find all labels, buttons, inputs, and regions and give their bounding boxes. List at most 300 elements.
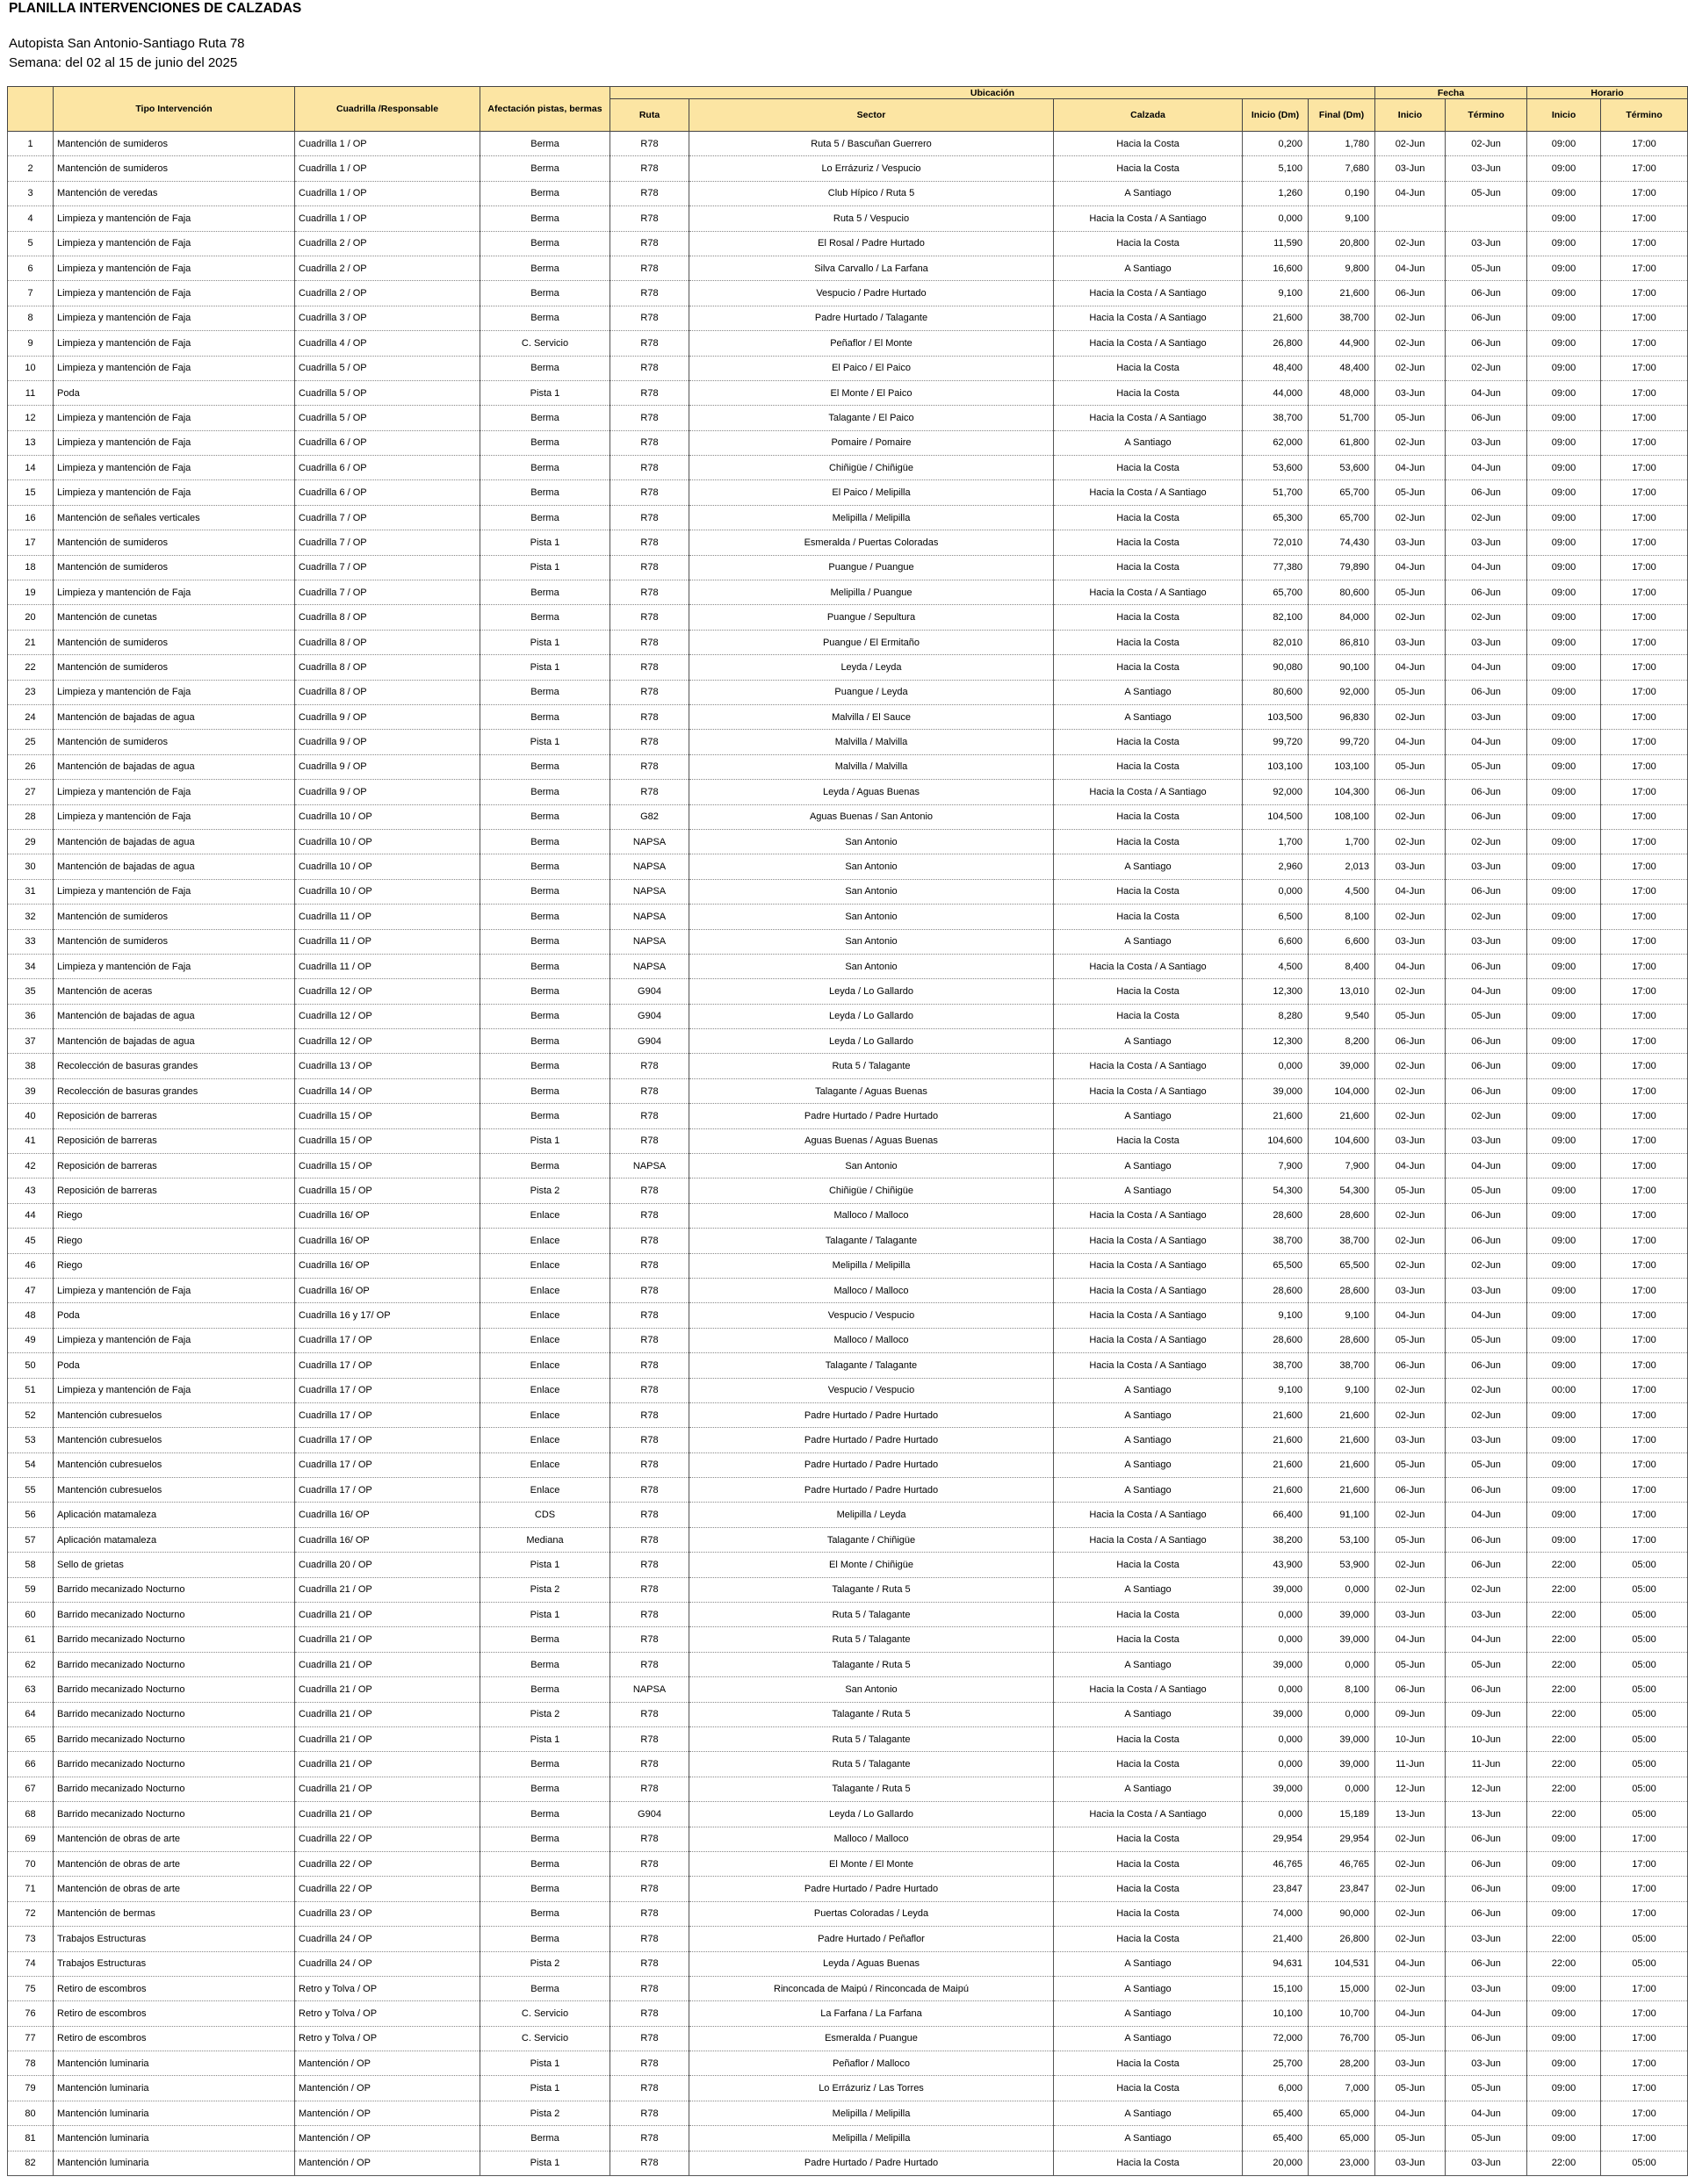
- hora-inicio-cell: 09:00: [1527, 754, 1601, 779]
- final-dm-cell: 80,600: [1309, 580, 1375, 605]
- sector-cell: El Paico / Melipilla: [689, 480, 1054, 505]
- fecha-inicio-cell: 02-Jun: [1375, 1203, 1446, 1228]
- fecha-inicio-cell: 04-Jun: [1375, 2001, 1446, 2026]
- calzada-cell: A Santiago: [1054, 1452, 1243, 1477]
- fecha-termino-cell: 06-Jun: [1446, 2026, 1527, 2051]
- calzada-cell: Hacia la Costa / A Santiago: [1054, 1278, 1243, 1302]
- ruta-cell: R78: [610, 2151, 689, 2175]
- final-dm-cell: 99,720: [1309, 730, 1375, 754]
- col-header-fecha-inicio: Inicio: [1375, 99, 1446, 132]
- fecha-termino-cell: 03-Jun: [1446, 2051, 1527, 2076]
- cuadrilla-cell: Cuadrilla 21 / OP: [295, 1752, 480, 1777]
- sector-cell: Esmeralda / Puertas Coloradas: [689, 530, 1054, 555]
- afectacion-cell: Pista 1: [480, 655, 610, 680]
- hora-inicio-cell: 22:00: [1527, 1951, 1601, 1976]
- hora-inicio-cell: 09:00: [1527, 2001, 1601, 2026]
- afectacion-cell: CDS: [480, 1503, 610, 1527]
- cuadrilla-cell: Cuadrilla 11 / OP: [295, 929, 480, 954]
- row-number: 82: [8, 2151, 54, 2175]
- sector-cell: Vespucio / Padre Hurtado: [689, 281, 1054, 306]
- calzada-cell: Hacia la Costa / A Santiago: [1054, 206, 1243, 231]
- col-header-tipo: Tipo Intervención: [54, 87, 295, 132]
- inicio-dm-cell: 6,000: [1243, 2076, 1309, 2101]
- calzada-cell: Hacia la Costa: [1054, 356, 1243, 380]
- fecha-termino-cell: 02-Jun: [1446, 505, 1527, 530]
- ruta-cell: R78: [610, 2101, 689, 2125]
- sector-cell: Chiñigüe / Chiñigüe: [689, 1178, 1054, 1203]
- tipo-cell: Limpieza y mantención de Faja: [54, 306, 295, 330]
- final-dm-cell: 103,100: [1309, 754, 1375, 779]
- table-row: [8, 1303, 1688, 1328]
- inicio-dm-cell: 77,380: [1243, 555, 1309, 580]
- fecha-inicio-cell: 06-Jun: [1375, 780, 1446, 804]
- afectacion-cell: Berma: [480, 1827, 610, 1851]
- hora-inicio-cell: 09:00: [1527, 1078, 1601, 1103]
- tipo-cell: Limpieza y mantención de Faja: [54, 430, 295, 455]
- afectacion-cell: Pista 1: [480, 630, 610, 654]
- fecha-termino-cell: 06-Jun: [1446, 1229, 1527, 1253]
- inicio-dm-cell: 72,000: [1243, 2026, 1309, 2051]
- tipo-cell: Mantención de sumideros: [54, 929, 295, 954]
- hora-termino-cell: 17:00: [1601, 954, 1688, 978]
- ruta-cell: R78: [610, 1229, 689, 1253]
- fecha-termino-cell: 02-Jun: [1446, 1402, 1527, 1427]
- row-number: 59: [8, 1577, 54, 1602]
- ruta-cell: R78: [610, 206, 689, 231]
- fecha-inicio-cell: 02-Jun: [1375, 1851, 1446, 1876]
- row-number: 76: [8, 2001, 54, 2026]
- hora-termino-cell: 05:00: [1601, 1553, 1688, 1577]
- fecha-inicio-cell: 02-Jun: [1375, 356, 1446, 380]
- ruta-cell: NAPSA: [610, 854, 689, 879]
- fecha-termino-cell: 05-Jun: [1446, 754, 1527, 779]
- final-dm-cell: 0,000: [1309, 1577, 1375, 1602]
- inicio-dm-cell: 12,300: [1243, 979, 1309, 1004]
- calzada-cell: A Santiago: [1054, 2001, 1243, 2026]
- table-row: [8, 1527, 1688, 1552]
- tipo-cell: Mantención de cunetas: [54, 605, 295, 630]
- final-dm-cell: 53,600: [1309, 456, 1375, 480]
- afectacion-cell: Pista 1: [480, 2051, 610, 2076]
- final-dm-cell: 65,000: [1309, 2101, 1375, 2125]
- inicio-dm-cell: 65,300: [1243, 505, 1309, 530]
- hora-inicio-cell: 09:00: [1527, 655, 1601, 680]
- calzada-cell: A Santiago: [1054, 1702, 1243, 1726]
- row-number: 55: [8, 1478, 54, 1503]
- col-group-horario: Horario: [1527, 87, 1688, 99]
- sector-cell: San Antonio: [689, 879, 1054, 904]
- tipo-cell: Mantención de bermas: [54, 1901, 295, 1926]
- hora-termino-cell: 17:00: [1601, 555, 1688, 580]
- fecha-termino-cell: 06-Jun: [1446, 580, 1527, 605]
- hora-termino-cell: 17:00: [1601, 730, 1688, 754]
- fecha-termino-cell: 06-Jun: [1446, 780, 1527, 804]
- cuadrilla-cell: Cuadrilla 15 / OP: [295, 1128, 480, 1153]
- hora-termino-cell: 17:00: [1601, 331, 1688, 356]
- fecha-inicio-cell: 02-Jun: [1375, 1827, 1446, 1851]
- tipo-cell: Mantención de obras de arte: [54, 1877, 295, 1901]
- tipo-cell: Aplicación matamaleza: [54, 1503, 295, 1527]
- hora-termino-cell: 05:00: [1601, 2151, 1688, 2175]
- table-row: [8, 331, 1688, 356]
- cuadrilla-cell: Cuadrilla 17 / OP: [295, 1402, 480, 1427]
- afectacion-cell: Pista 1: [480, 1128, 610, 1153]
- hora-termino-cell: 17:00: [1601, 1976, 1688, 2000]
- afectacion-cell: Pista 1: [480, 530, 610, 555]
- hora-inicio-cell: 09:00: [1527, 231, 1601, 256]
- table-row: [8, 754, 1688, 779]
- hora-termino-cell: 17:00: [1601, 132, 1688, 156]
- inicio-dm-cell: 21,600: [1243, 1428, 1309, 1452]
- afectacion-cell: Berma: [480, 480, 610, 505]
- row-number: 38: [8, 1054, 54, 1078]
- cuadrilla-cell: Cuadrilla 1 / OP: [295, 181, 480, 205]
- calzada-cell: Hacia la Costa: [1054, 605, 1243, 630]
- hora-inicio-cell: 22:00: [1527, 1777, 1601, 1801]
- cuadrilla-cell: Cuadrilla 1 / OP: [295, 132, 480, 156]
- inicio-dm-cell: 1,700: [1243, 829, 1309, 854]
- hora-termino-cell: 17:00: [1601, 929, 1688, 954]
- hora-inicio-cell: 09:00: [1527, 1154, 1601, 1178]
- row-number: 60: [8, 1603, 54, 1627]
- hora-inicio-cell: 09:00: [1527, 605, 1601, 630]
- ruta-cell: R78: [610, 281, 689, 306]
- table-row: [8, 1128, 1688, 1153]
- fecha-termino-cell: 05-Jun: [1446, 1178, 1527, 1203]
- fecha-inicio-cell: 03-Jun: [1375, 630, 1446, 654]
- afectacion-cell: Enlace: [480, 1229, 610, 1253]
- ruta-cell: R78: [610, 754, 689, 779]
- fecha-termino-cell: 06-Jun: [1446, 1901, 1527, 1926]
- fecha-inicio-cell: [1375, 206, 1446, 231]
- ruta-cell: R78: [610, 1603, 689, 1627]
- tipo-cell: Barrido mecanizado Nocturno: [54, 1603, 295, 1627]
- ruta-cell: NAPSA: [610, 905, 689, 929]
- cuadrilla-cell: Cuadrilla 21 / OP: [295, 1702, 480, 1726]
- table-row: [8, 1253, 1688, 1278]
- afectacion-cell: Berma: [480, 979, 610, 1004]
- sector-cell: Malvilla / Malvilla: [689, 754, 1054, 779]
- table-row: [8, 1851, 1688, 1876]
- final-dm-cell: 8,100: [1309, 905, 1375, 929]
- ruta-cell: R78: [610, 505, 689, 530]
- fecha-termino-cell: 06-Jun: [1446, 480, 1527, 505]
- hora-inicio-cell: 22:00: [1527, 1927, 1601, 1951]
- final-dm-cell: 39,000: [1309, 1727, 1375, 1752]
- tipo-cell: Retiro de escombros: [54, 1976, 295, 2000]
- tipo-cell: Barrido mecanizado Nocturno: [54, 1677, 295, 1702]
- cuadrilla-cell: Cuadrilla 16/ OP: [295, 1253, 480, 1278]
- sector-cell: San Antonio: [689, 929, 1054, 954]
- cuadrilla-cell: Cuadrilla 2 / OP: [295, 256, 480, 280]
- hora-inicio-cell: 09:00: [1527, 306, 1601, 330]
- cuadrilla-cell: Cuadrilla 21 / OP: [295, 1802, 480, 1827]
- row-number: 20: [8, 605, 54, 630]
- table-row: [8, 1203, 1688, 1228]
- row-number: 9: [8, 331, 54, 356]
- ruta-cell: NAPSA: [610, 1154, 689, 1178]
- row-number: 2: [8, 156, 54, 181]
- hora-termino-cell: 17:00: [1601, 1452, 1688, 1477]
- fecha-termino-cell: 05-Jun: [1446, 1004, 1527, 1028]
- fecha-termino-cell: 13-Jun: [1446, 1802, 1527, 1827]
- fecha-inicio-cell: 06-Jun: [1375, 1677, 1446, 1702]
- afectacion-cell: Enlace: [480, 1303, 610, 1328]
- table-row: [8, 456, 1688, 480]
- col-header-hora-termino: Término: [1601, 99, 1688, 132]
- fecha-termino-cell: 03-Jun: [1446, 854, 1527, 879]
- interventions-table: [7, 86, 1688, 2176]
- fecha-inicio-cell: 02-Jun: [1375, 1402, 1446, 1427]
- calzada-cell: Hacia la Costa: [1054, 555, 1243, 580]
- fecha-inicio-cell: 02-Jun: [1375, 1078, 1446, 1103]
- sector-cell: Talagante / Aguas Buenas: [689, 1078, 1054, 1103]
- hora-inicio-cell: 09:00: [1527, 1827, 1601, 1851]
- fecha-termino-cell: 06-Jun: [1446, 1203, 1527, 1228]
- tipo-cell: Limpieza y mantención de Faja: [54, 954, 295, 978]
- afectacion-cell: Berma: [480, 1851, 610, 1876]
- row-number: 27: [8, 780, 54, 804]
- fecha-inicio-cell: 05-Jun: [1375, 754, 1446, 779]
- row-number: 72: [8, 1901, 54, 1926]
- tipo-cell: Barrido mecanizado Nocturno: [54, 1802, 295, 1827]
- ruta-cell: R78: [610, 2026, 689, 2051]
- final-dm-cell: 13,010: [1309, 979, 1375, 1004]
- hora-inicio-cell: 09:00: [1527, 1976, 1601, 2000]
- hora-termino-cell: 17:00: [1601, 1128, 1688, 1153]
- ruta-cell: R78: [610, 380, 689, 405]
- hora-inicio-cell: 09:00: [1527, 380, 1601, 405]
- table-row: [8, 1976, 1688, 2000]
- fecha-inicio-cell: 02-Jun: [1375, 132, 1446, 156]
- hora-termino-cell: 17:00: [1601, 1253, 1688, 1278]
- fecha-termino-cell: 04-Jun: [1446, 380, 1527, 405]
- afectacion-cell: Berma: [480, 879, 610, 904]
- afectacion-cell: Mediana: [480, 1527, 610, 1552]
- cuadrilla-cell: Cuadrilla 17 / OP: [295, 1478, 480, 1503]
- hora-inicio-cell: 09:00: [1527, 555, 1601, 580]
- afectacion-cell: Berma: [480, 2126, 610, 2151]
- sector-cell: Puertas Coloradas / Leyda: [689, 1901, 1054, 1926]
- fecha-inicio-cell: 04-Jun: [1375, 730, 1446, 754]
- tipo-cell: Mantención de sumideros: [54, 132, 295, 156]
- inicio-dm-cell: 28,600: [1243, 1328, 1309, 1352]
- afectacion-cell: Berma: [480, 954, 610, 978]
- final-dm-cell: 104,600: [1309, 1128, 1375, 1153]
- col-header-sector: Sector: [689, 99, 1054, 132]
- row-number: 17: [8, 530, 54, 555]
- afectacion-cell: Enlace: [480, 1478, 610, 1503]
- ruta-cell: R78: [610, 605, 689, 630]
- tipo-cell: Limpieza y mantención de Faja: [54, 780, 295, 804]
- hora-inicio-cell: 09:00: [1527, 480, 1601, 505]
- afectacion-cell: Berma: [480, 156, 610, 181]
- cuadrilla-cell: Mantención / OP: [295, 2151, 480, 2175]
- table-row: [8, 281, 1688, 306]
- sector-cell: Talagante / Talagante: [689, 1353, 1054, 1378]
- inicio-dm-cell: 5,100: [1243, 156, 1309, 181]
- fecha-inicio-cell: 02-Jun: [1375, 1503, 1446, 1527]
- row-number: 28: [8, 804, 54, 829]
- inicio-dm-cell: 103,100: [1243, 754, 1309, 779]
- fecha-inicio-cell: 02-Jun: [1375, 1927, 1446, 1951]
- fecha-termino-cell: 06-Jun: [1446, 306, 1527, 330]
- inicio-dm-cell: 53,600: [1243, 456, 1309, 480]
- inicio-dm-cell: 38,700: [1243, 1353, 1309, 1378]
- table-row: [8, 730, 1688, 754]
- cuadrilla-cell: Cuadrilla 5 / OP: [295, 406, 480, 430]
- tipo-cell: Mantención de sumideros: [54, 555, 295, 580]
- sector-cell: El Monte / El Paico: [689, 380, 1054, 405]
- hora-inicio-cell: 09:00: [1527, 905, 1601, 929]
- cuadrilla-cell: Cuadrilla 16/ OP: [295, 1229, 480, 1253]
- calzada-cell: Hacia la Costa / A Santiago: [1054, 1677, 1243, 1702]
- calzada-cell: Hacia la Costa: [1054, 905, 1243, 929]
- afectacion-cell: Berma: [480, 430, 610, 455]
- inicio-dm-cell: 82,100: [1243, 605, 1309, 630]
- hora-inicio-cell: 09:00: [1527, 1478, 1601, 1503]
- afectacion-cell: Berma: [480, 829, 610, 854]
- cuadrilla-cell: Cuadrilla 23 / OP: [295, 1901, 480, 1926]
- hora-inicio-cell: 22:00: [1527, 1677, 1601, 1702]
- hora-termino-cell: 17:00: [1601, 1178, 1688, 1203]
- inicio-dm-cell: 65,400: [1243, 2101, 1309, 2125]
- table-row: [8, 854, 1688, 879]
- tipo-cell: Reposición de barreras: [54, 1154, 295, 1178]
- ruta-cell: R78: [610, 1503, 689, 1527]
- hora-inicio-cell: 09:00: [1527, 1328, 1601, 1352]
- tipo-cell: Mantención luminaria: [54, 2126, 295, 2151]
- afectacion-cell: Pista 1: [480, 730, 610, 754]
- fecha-inicio-cell: 03-Jun: [1375, 156, 1446, 181]
- inicio-dm-cell: 48,400: [1243, 356, 1309, 380]
- final-dm-cell: 90,100: [1309, 655, 1375, 680]
- sector-cell: Leyda / Lo Gallardo: [689, 979, 1054, 1004]
- hora-termino-cell: 17:00: [1601, 879, 1688, 904]
- row-number: 29: [8, 829, 54, 854]
- inicio-dm-cell: 16,600: [1243, 256, 1309, 280]
- fecha-termino-cell: 02-Jun: [1446, 132, 1527, 156]
- fecha-inicio-cell: 04-Jun: [1375, 555, 1446, 580]
- tipo-cell: Mantención de sumideros: [54, 630, 295, 654]
- afectacion-cell: Pista 2: [480, 1951, 610, 1976]
- final-dm-cell: 9,100: [1309, 206, 1375, 231]
- afectacion-cell: Berma: [480, 1054, 610, 1078]
- inicio-dm-cell: 0,000: [1243, 1727, 1309, 1752]
- table-row: [8, 704, 1688, 729]
- hora-termino-cell: 17:00: [1601, 1428, 1688, 1452]
- inicio-dm-cell: 6,500: [1243, 905, 1309, 929]
- fecha-termino-cell: 04-Jun: [1446, 979, 1527, 1004]
- final-dm-cell: 104,000: [1309, 1078, 1375, 1103]
- afectacion-cell: Berma: [480, 181, 610, 205]
- inicio-dm-cell: 1,260: [1243, 181, 1309, 205]
- hora-inicio-cell: 22:00: [1527, 1727, 1601, 1752]
- final-dm-cell: 7,900: [1309, 1154, 1375, 1178]
- fecha-inicio-cell: 05-Jun: [1375, 2126, 1446, 2151]
- inicio-dm-cell: 28,600: [1243, 1278, 1309, 1302]
- ruta-cell: R78: [610, 1104, 689, 1128]
- fecha-inicio-cell: 12-Jun: [1375, 1777, 1446, 1801]
- table-row: [8, 2051, 1688, 2076]
- cuadrilla-cell: Mantención / OP: [295, 2126, 480, 2151]
- fecha-inicio-cell: 02-Jun: [1375, 605, 1446, 630]
- inicio-dm-cell: 21,600: [1243, 1478, 1309, 1503]
- tipo-cell: Trabajos Estructuras: [54, 1927, 295, 1951]
- ruta-cell: R78: [610, 1827, 689, 1851]
- fecha-termino-cell: 11-Jun: [1446, 1752, 1527, 1777]
- sector-cell: Malloco / Malloco: [689, 1328, 1054, 1352]
- cuadrilla-cell: Cuadrilla 10 / OP: [295, 879, 480, 904]
- hora-termino-cell: 17:00: [1601, 979, 1688, 1004]
- tipo-cell: Mantención de bajadas de agua: [54, 754, 295, 779]
- inicio-dm-cell: 7,900: [1243, 1154, 1309, 1178]
- inicio-dm-cell: 104,600: [1243, 1128, 1309, 1153]
- final-dm-cell: 21,600: [1309, 1478, 1375, 1503]
- cuadrilla-cell: Cuadrilla 16/ OP: [295, 1203, 480, 1228]
- fecha-inicio-cell: 04-Jun: [1375, 1627, 1446, 1652]
- fecha-termino-cell: 06-Jun: [1446, 954, 1527, 978]
- calzada-cell: Hacia la Costa / A Santiago: [1054, 1527, 1243, 1552]
- ruta-cell: R78: [610, 2076, 689, 2101]
- afectacion-cell: Berma: [480, 1877, 610, 1901]
- sector-cell: Melipilla / Puangue: [689, 580, 1054, 605]
- sector-cell: Talagante / Talagante: [689, 1229, 1054, 1253]
- fecha-termino-cell: 05-Jun: [1446, 181, 1527, 205]
- calzada-cell: A Santiago: [1054, 854, 1243, 879]
- row-number: 16: [8, 505, 54, 530]
- sector-cell: Vespucio / Vespucio: [689, 1303, 1054, 1328]
- fecha-termino-cell: 05-Jun: [1446, 2076, 1527, 2101]
- fecha-inicio-cell: 03-Jun: [1375, 1603, 1446, 1627]
- row-number: 75: [8, 1976, 54, 2000]
- row-number: 36: [8, 1004, 54, 1028]
- hora-termino-cell: 17:00: [1601, 1851, 1688, 1876]
- table-row: [8, 555, 1688, 580]
- fecha-inicio-cell: 02-Jun: [1375, 306, 1446, 330]
- fecha-inicio-cell: 02-Jun: [1375, 331, 1446, 356]
- cuadrilla-cell: Cuadrilla 10 / OP: [295, 854, 480, 879]
- fecha-termino-cell: 06-Jun: [1446, 680, 1527, 704]
- final-dm-cell: 21,600: [1309, 1428, 1375, 1452]
- hora-inicio-cell: 09:00: [1527, 406, 1601, 430]
- hora-termino-cell: 17:00: [1601, 1054, 1688, 1078]
- inicio-dm-cell: 38,700: [1243, 1229, 1309, 1253]
- fecha-termino-cell: 02-Jun: [1446, 829, 1527, 854]
- hora-termino-cell: 17:00: [1601, 1104, 1688, 1128]
- fecha-termino-cell: 04-Jun: [1446, 655, 1527, 680]
- fecha-termino-cell: 03-Jun: [1446, 929, 1527, 954]
- fecha-termino-cell: 03-Jun: [1446, 156, 1527, 181]
- afectacion-cell: Pista 1: [480, 1553, 610, 1577]
- hora-termino-cell: 05:00: [1601, 1652, 1688, 1676]
- final-dm-cell: 65,500: [1309, 1253, 1375, 1278]
- inicio-dm-cell: 23,847: [1243, 1877, 1309, 1901]
- afectacion-cell: Enlace: [480, 1452, 610, 1477]
- ruta-cell: R78: [610, 655, 689, 680]
- row-number: 78: [8, 2051, 54, 2076]
- inicio-dm-cell: 20,000: [1243, 2151, 1309, 2175]
- fecha-termino-cell: 02-Jun: [1446, 1378, 1527, 1402]
- ruta-cell: G904: [610, 1029, 689, 1054]
- fecha-inicio-cell: 04-Jun: [1375, 456, 1446, 480]
- hora-termino-cell: 17:00: [1601, 505, 1688, 530]
- inicio-dm-cell: 38,200: [1243, 1527, 1309, 1552]
- afectacion-cell: Enlace: [480, 1353, 610, 1378]
- cuadrilla-cell: Retro y Tolva / OP: [295, 1976, 480, 2000]
- afectacion-cell: Pista 1: [480, 2151, 610, 2175]
- table-row: [8, 1877, 1688, 1901]
